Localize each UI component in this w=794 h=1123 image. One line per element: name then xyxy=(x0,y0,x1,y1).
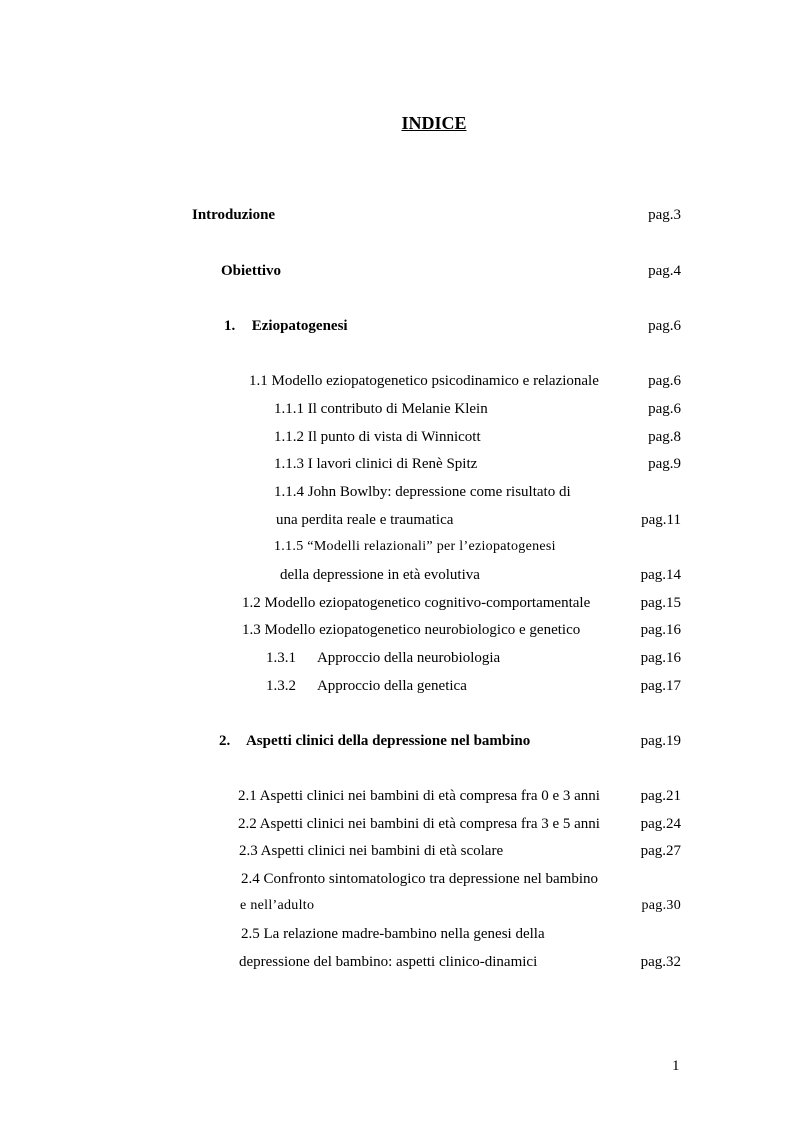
toc-entry-1-1-5-cont: della depressione in età evolutiva xyxy=(280,567,480,583)
page-title: INDICE xyxy=(401,113,467,133)
toc-page: pag.16 xyxy=(640,650,681,666)
section-number: 1.3.2 xyxy=(266,678,296,694)
toc-entry-1-3-1 xyxy=(266,649,500,667)
toc-page: pag.8 xyxy=(648,429,681,445)
page-number: 1 xyxy=(672,1058,680,1074)
toc-page: pag.17 xyxy=(640,678,681,694)
toc-page: pag.6 xyxy=(648,318,681,334)
section-title: Approccio della genetica xyxy=(316,678,467,694)
toc-page: pag.32 xyxy=(640,954,681,970)
toc-entry-1-3: 1.3 Modello eziopatogenetico neurobiologico e genetico xyxy=(242,622,581,638)
chapter-number: 2. xyxy=(219,733,231,749)
toc-page: pag.16 xyxy=(640,622,681,638)
toc-entry-1-1-4-cont: una perdita reale e traumatica xyxy=(276,512,454,528)
toc-entry-2-2: 2.2 Aspetti clinici nei bambini di età compresa fra 3 e 5 anni xyxy=(238,816,600,832)
chapter-number: 1. xyxy=(224,318,236,334)
toc-entry-1-1-2: 1.1.2 Il punto di vista di Winnicott xyxy=(274,429,481,445)
toc-entry-1-1-5: 1.1.5 “Modelli relazionali” per l’eziopatogenesi xyxy=(274,539,556,554)
toc-page: pag.19 xyxy=(640,733,681,749)
toc-entry-1-1-3: 1.1.3 I lavori clinici di Renè Spitz xyxy=(274,456,478,472)
section-number: 1.3.1 xyxy=(266,650,296,666)
toc-entry-2-5-cont: depressione del bambino: aspetti clinico-dinamici xyxy=(239,954,538,970)
toc-page: pag.6 xyxy=(648,401,681,417)
toc-page: pag.4 xyxy=(648,263,681,279)
toc-entry-1-2: 1.2 Modello eziopatogenetico cognitivo-comportamentale xyxy=(242,595,591,611)
toc-entry-obiettivo: Obiettivo xyxy=(221,263,281,279)
toc-entry-2-4: 2.4 Confronto sintomatologico tra depressione nel bambino xyxy=(241,871,599,887)
toc-entry-chapter-1 xyxy=(224,317,348,335)
toc-page: pag.30 xyxy=(641,898,681,913)
toc-entry-chapter-2 xyxy=(219,732,530,750)
toc-entry-introduzione: Introduzione xyxy=(192,207,276,223)
toc-page: pag.21 xyxy=(640,788,681,804)
chapter-title: Eziopatogenesi xyxy=(251,318,348,334)
toc-page: pag.27 xyxy=(640,843,681,859)
chapter-title: Aspetti clinici della depressione nel bambino xyxy=(245,733,531,749)
toc-page: pag.14 xyxy=(640,567,681,583)
toc-entry-1-3-2 xyxy=(266,677,467,695)
toc-page: pag.15 xyxy=(640,595,681,611)
toc-entry-2-3: 2.3 Aspetti clinici nei bambini di età scolare xyxy=(239,843,504,859)
toc-page: pag.9 xyxy=(648,456,681,472)
toc-entry-1-1: 1.1 Modello eziopatogenetico psicodinamico e relazionale xyxy=(249,373,599,389)
toc-entry-1-1-4: 1.1.4 John Bowlby: depressione come risultato di xyxy=(274,484,571,500)
toc-page: pag.3 xyxy=(648,207,681,223)
toc-entry-2-1: 2.1 Aspetti clinici nei bambini di età compresa fra 0 e 3 anni xyxy=(238,788,600,804)
toc-entry-1-1-1: 1.1.1 Il contributo di Melanie Klein xyxy=(274,401,488,417)
toc-page: pag.24 xyxy=(640,816,681,832)
section-title: Approccio della neurobiologia xyxy=(316,650,501,666)
toc-entry-2-4-cont: e nell’adulto xyxy=(240,898,315,913)
toc-page: pag.11 xyxy=(641,512,681,528)
toc-entry-2-5: 2.5 La relazione madre-bambino nella genesi della xyxy=(241,926,545,942)
toc-page: pag.6 xyxy=(648,373,681,389)
